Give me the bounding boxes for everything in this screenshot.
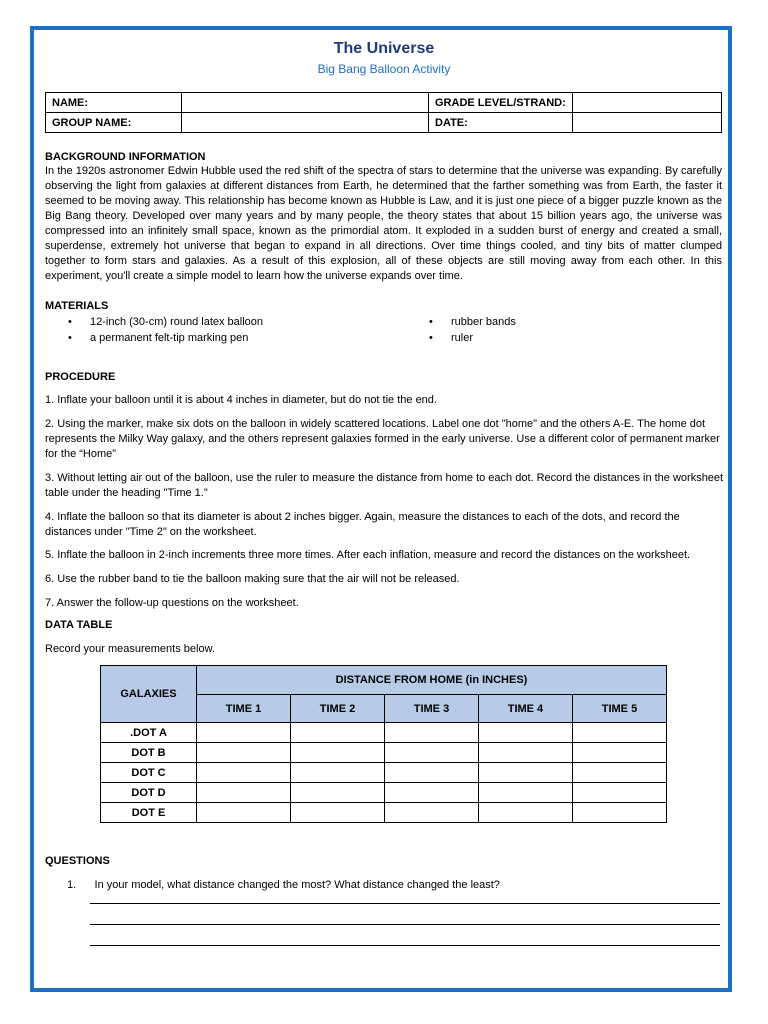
data-cell[interactable] xyxy=(197,783,291,803)
data-cell[interactable] xyxy=(290,783,384,803)
data-table-intro: Record your measurements below. xyxy=(45,643,215,655)
procedure-step: 5. Inflate the balloon in 2-inch increments three more times. After each inflation, measure and record the distances on the worksheet. xyxy=(45,549,691,561)
row-label: DOT D xyxy=(101,783,197,803)
time-header: TIME 2 xyxy=(290,695,384,723)
group-field[interactable] xyxy=(182,113,429,133)
data-cell[interactable] xyxy=(384,763,478,783)
procedure-step: 1. Inflate your balloon until it is about 4 inches in diameter, but do not tie the end. xyxy=(45,394,437,406)
bullet-icon: • xyxy=(429,316,433,328)
bullet-icon: • xyxy=(429,332,433,344)
date-label: DATE: xyxy=(429,113,573,133)
data-table xyxy=(100,665,667,823)
time-header: TIME 1 xyxy=(197,695,291,723)
procedure-heading: PROCEDURE xyxy=(45,371,116,383)
student-info-table xyxy=(45,92,722,133)
data-cell[interactable] xyxy=(290,743,384,763)
group-label: GROUP NAME: xyxy=(46,113,182,133)
data-table-heading: DATA TABLE xyxy=(45,619,113,631)
grade-field[interactable] xyxy=(573,93,722,113)
background-heading: BACKGROUND INFORMATION xyxy=(45,151,206,163)
data-cell[interactable] xyxy=(290,803,384,823)
question-item: 1. In your model, what distance changed the most? What distance changed the least? xyxy=(67,879,500,891)
data-cell[interactable] xyxy=(197,743,291,763)
materials-heading: MATERIALS xyxy=(45,300,109,312)
data-cell[interactable] xyxy=(197,803,291,823)
row-label: DOT C xyxy=(101,763,197,783)
data-cell[interactable] xyxy=(197,723,291,743)
galaxies-header: GALAXIES xyxy=(101,666,197,723)
answer-line[interactable] xyxy=(90,924,720,925)
data-cell[interactable] xyxy=(478,783,572,803)
procedure-step: 4. Inflate the balloon so that its diameter is about 2 inches bigger. Again, measure the distances to each of the dots, and record the distances under "Time 2" on the worksheet. xyxy=(45,511,680,538)
background-text: In the 1920s astronomer Edwin Hubble used the red shift of the spectra of stars to determine that the universe was expanding. By carefully observing the light from galaxies at different distances from Earth, he determined that the farther something was from Earth, the faster it seemed to be moving away. This relationship has become known as Hubble is Law, and it is just one piece of a bigger puzzle known as the Big Bang theory. Developed over many years and by many people, the theory states that about 15 billion years ago, the universe was compressed into an infinitely small space, known as the primordial atom. It exploded in a sudden burst of energy and created a small, superdense, extremely hot universe that began to expand in all directions. Over time things cooled, and tiny bits of matter clumped together to form stars and galaxies. As a result of this explosion, all of these objects are still moving away from each other. In this experiment, you'll create a simple model to learn how the universe expands over time. xyxy=(45,165,722,282)
page-subtitle: Big Bang Balloon Activity xyxy=(317,62,451,76)
data-cell[interactable] xyxy=(290,763,384,783)
row-label: .DOT A xyxy=(101,723,197,743)
page-title: The Universe xyxy=(333,40,435,57)
data-cell[interactable] xyxy=(384,803,478,823)
table-row xyxy=(101,803,667,823)
table-row xyxy=(101,723,667,743)
row-label: DOT E xyxy=(101,803,197,823)
distance-header: DISTANCE FROM HOME (in INCHES) xyxy=(197,666,667,695)
data-cell[interactable] xyxy=(384,783,478,803)
data-cell[interactable] xyxy=(572,723,666,743)
data-cell[interactable] xyxy=(384,723,478,743)
data-cell[interactable] xyxy=(572,783,666,803)
data-cell[interactable] xyxy=(384,743,478,763)
time-header: TIME 3 xyxy=(384,695,478,723)
procedure-step: 6. Use the rubber band to tie the balloon making sure that the air will not be released. xyxy=(45,573,460,585)
procedure-step: 7. Answer the follow-up questions on the worksheet. xyxy=(45,597,299,609)
table-row xyxy=(101,763,667,783)
data-cell[interactable] xyxy=(572,803,666,823)
procedure-step: 2. Using the marker, make six dots on the balloon in widely scattered locations. Label one dot "home" and the others A-E. The home dot represents the Milky Way galaxy, and the others represent galaxies formed in the early universe. Use a different color of permanent marker for the “Home” xyxy=(45,418,720,460)
time-header: TIME 4 xyxy=(478,695,572,723)
date-field[interactable] xyxy=(573,113,722,133)
data-cell[interactable] xyxy=(197,763,291,783)
bullet-icon: • xyxy=(68,316,72,328)
name-label: NAME: xyxy=(46,93,182,113)
data-cell[interactable] xyxy=(572,763,666,783)
questions-heading: QUESTIONS xyxy=(45,855,110,867)
answer-line[interactable] xyxy=(90,903,720,904)
procedure-step: 3. Without letting air out of the balloon, use the ruler to measure the distance from home to each dot. Record the distances in the worksheet table under the heading "Time 1." xyxy=(45,472,724,499)
data-cell[interactable] xyxy=(478,723,572,743)
data-cell[interactable] xyxy=(478,763,572,783)
table-row xyxy=(101,783,667,803)
data-cell[interactable] xyxy=(478,743,572,763)
answer-line[interactable] xyxy=(90,945,720,946)
name-field[interactable] xyxy=(182,93,429,113)
data-cell[interactable] xyxy=(290,723,384,743)
table-row xyxy=(101,743,667,763)
bullet-icon: • xyxy=(68,332,72,344)
row-label: DOT B xyxy=(101,743,197,763)
grade-label: GRADE LEVEL/STRAND: xyxy=(429,93,573,113)
data-cell[interactable] xyxy=(478,803,572,823)
time-header: TIME 5 xyxy=(572,695,666,723)
data-cell[interactable] xyxy=(572,743,666,763)
